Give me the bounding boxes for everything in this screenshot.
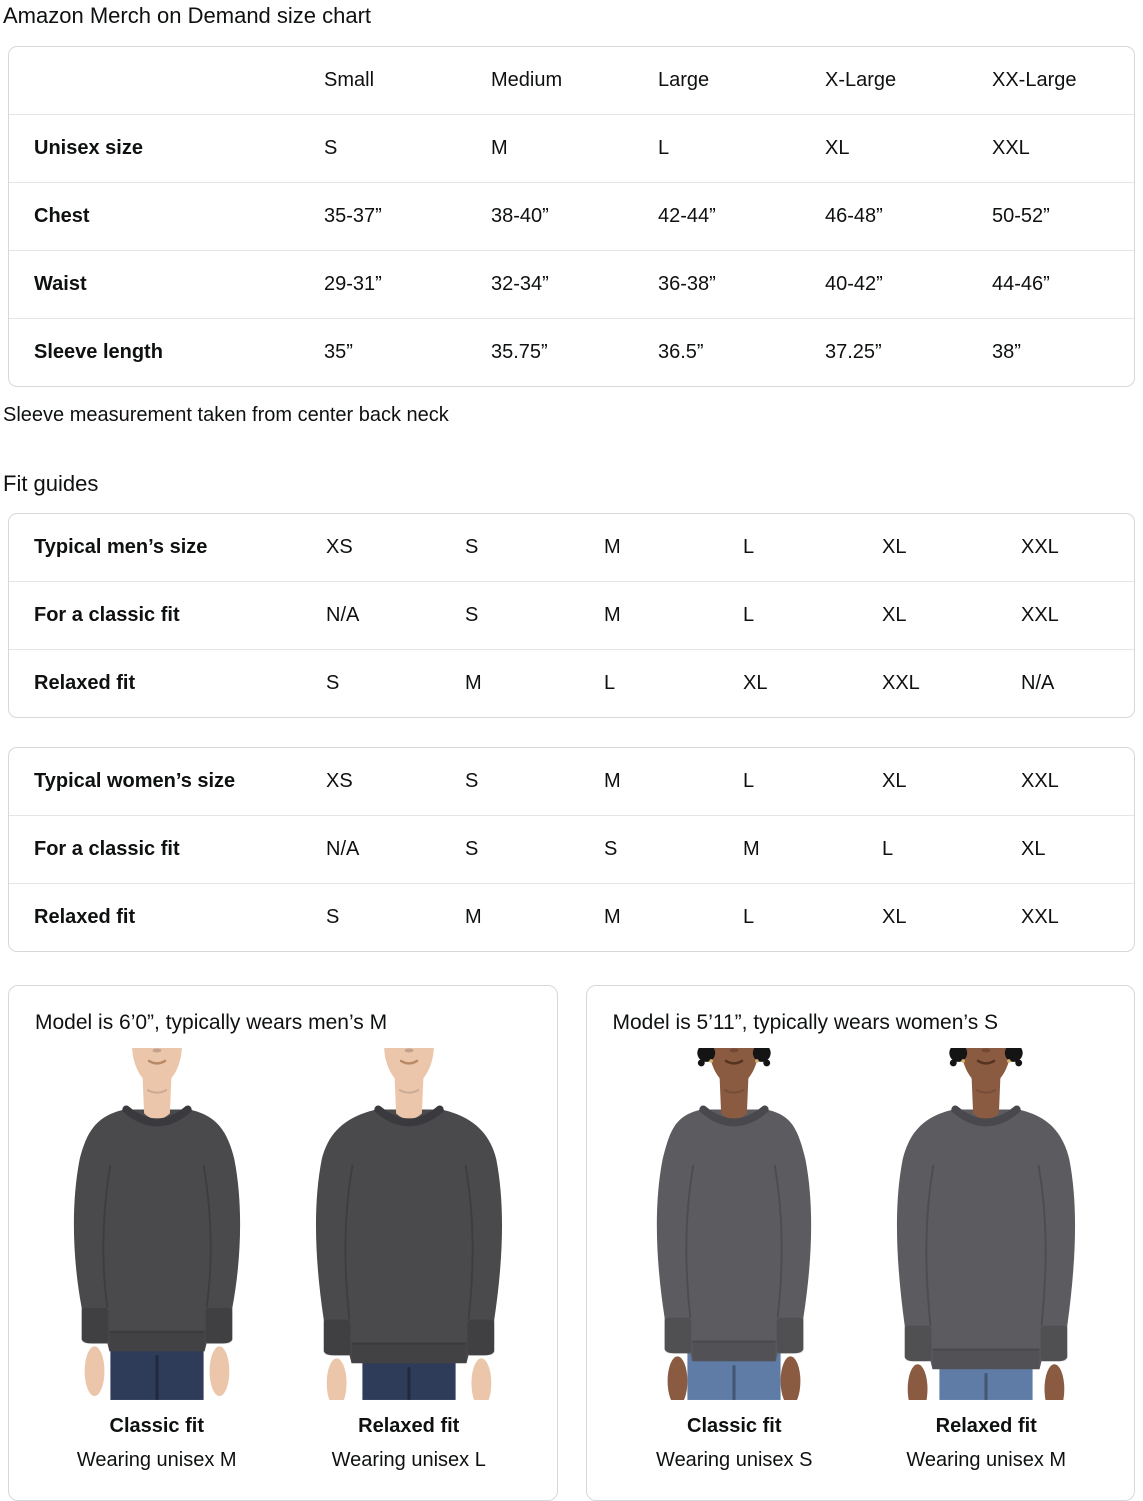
size-chart-table — [9, 47, 1134, 386]
table-cell: L — [579, 650, 718, 718]
table-cell: 38-40” — [466, 183, 633, 251]
table-cell: XL — [718, 650, 857, 718]
fit-title: Classic fit — [109, 1415, 204, 1437]
mens-model-card — [8, 985, 558, 1501]
table-row-mens-classic-fit — [9, 582, 1134, 650]
table-row-sleeve-length — [9, 319, 1134, 387]
model-card-heading: Model is 5’11”, typically wears women’s S — [612, 1011, 999, 1034]
model-photo-image — [295, 1048, 523, 1400]
model-cards-row — [8, 985, 1135, 1501]
table-row-mens-relaxed-fit — [9, 650, 1134, 718]
table-cell: XXL — [967, 115, 1134, 183]
table-cell: M — [440, 650, 579, 718]
table-cell: XL — [882, 536, 907, 558]
row-label: Unisex size — [9, 115, 299, 183]
mens-fit-guide-table — [9, 514, 1134, 717]
fit-caption: Wearing unisex S — [656, 1449, 813, 1471]
table-cell: 36.5” — [633, 319, 800, 387]
fit-guides-heading: Fit guides — [3, 471, 99, 496]
table-cell: S — [440, 816, 579, 884]
table-cell: XXL — [996, 582, 1134, 650]
size-chart-table-card — [8, 46, 1135, 387]
model-photo-image — [872, 1048, 1100, 1400]
model-photo-womens-relaxed — [872, 1048, 1100, 1472]
model-card-heading: Model is 6’0”, typically wears men’s M — [35, 1011, 388, 1034]
table-cell: L — [743, 770, 755, 792]
table-row-unisex-size — [9, 115, 1134, 183]
row-label: For a classic fit — [9, 816, 301, 884]
fit-caption: Wearing unisex L — [331, 1449, 486, 1471]
column-header-x-large: X-Large — [825, 69, 897, 91]
mens-fit-guide-card — [8, 513, 1135, 718]
table-row-chest — [9, 183, 1134, 251]
model-photo-mens-relaxed — [295, 1048, 523, 1472]
model-photo-image — [43, 1048, 271, 1400]
table-cell: N/A — [301, 582, 440, 650]
table-cell: M — [604, 536, 621, 558]
row-label: Chest — [9, 183, 299, 251]
model-photo-mens-classic — [43, 1048, 271, 1472]
table-cell: S — [301, 650, 440, 718]
row-label: Relaxed fit — [9, 884, 301, 952]
table-row-typical-womens-size — [9, 748, 1134, 816]
row-label: For a classic fit — [9, 582, 301, 650]
table-cell: XL — [857, 582, 996, 650]
table-cell: M — [466, 115, 633, 183]
table-cell: 50-52” — [967, 183, 1134, 251]
table-cell: L — [743, 536, 755, 558]
table-cell: 35-37” — [299, 183, 466, 251]
table-cell: L — [857, 816, 996, 884]
table-cell: XXL — [996, 884, 1134, 952]
table-cell: XS — [326, 536, 353, 558]
table-cell: XS — [326, 770, 353, 792]
table-cell: M — [579, 582, 718, 650]
table-cell: N/A — [301, 816, 440, 884]
table-cell: S — [440, 582, 579, 650]
table-cell: 38” — [967, 319, 1134, 387]
table-cell: XL — [800, 115, 967, 183]
fit-caption: Wearing unisex M — [906, 1449, 1067, 1471]
womens-model-card — [586, 985, 1136, 1501]
page-title: Amazon Merch on Demand size chart — [3, 3, 372, 28]
table-cell: XXL — [1021, 770, 1059, 792]
model-photo-womens-classic — [620, 1048, 848, 1472]
table-cell: S — [299, 115, 466, 183]
fit-title: Classic fit — [687, 1415, 782, 1437]
table-cell: 40-42” — [800, 251, 967, 319]
sleeve-measurement-note: Sleeve measurement taken from center back neck — [3, 404, 449, 426]
table-cell: M — [579, 884, 718, 952]
table-header-row — [9, 47, 1134, 115]
table-row-womens-relaxed-fit — [9, 884, 1134, 952]
womens-fit-guide-card — [8, 747, 1135, 952]
table-row-womens-classic-fit — [9, 816, 1134, 884]
table-cell: S — [465, 536, 479, 558]
table-cell: S — [579, 816, 718, 884]
table-cell: XL — [996, 816, 1134, 884]
table-cell: 44-46” — [967, 251, 1134, 319]
table-cell: XXL — [1021, 536, 1059, 558]
table-cell: M — [718, 816, 857, 884]
table-cell: XL — [882, 770, 907, 792]
table-cell: L — [633, 115, 800, 183]
table-cell: S — [465, 770, 479, 792]
fit-title: Relaxed fit — [935, 1415, 1037, 1437]
table-cell: 32-34” — [466, 251, 633, 319]
column-header-medium: Medium — [491, 69, 563, 91]
row-label: Typical men’s size — [34, 536, 208, 558]
table-cell: M — [604, 770, 621, 792]
table-cell: 42-44” — [633, 183, 800, 251]
table-cell: XL — [857, 884, 996, 952]
column-header-large: Large — [658, 69, 710, 91]
row-label: Waist — [9, 251, 299, 319]
table-cell: 46-48” — [800, 183, 967, 251]
column-header-xx-large: XX-Large — [992, 69, 1077, 91]
table-cell: L — [718, 582, 857, 650]
model-photo-image — [620, 1048, 848, 1400]
table-cell: 35.75” — [466, 319, 633, 387]
column-header-small: Small — [324, 69, 375, 91]
table-cell: 29-31” — [299, 251, 466, 319]
table-row-waist — [9, 251, 1134, 319]
table-cell: 37.25” — [800, 319, 967, 387]
row-label: Sleeve length — [9, 319, 299, 387]
fit-caption: Wearing unisex M — [76, 1449, 237, 1471]
table-cell: S — [301, 884, 440, 952]
table-cell: M — [440, 884, 579, 952]
model-photos — [23, 1048, 543, 1472]
womens-fit-guide-table — [9, 748, 1134, 951]
row-label: Relaxed fit — [9, 650, 301, 718]
table-cell: XXL — [857, 650, 996, 718]
table-cell: 35” — [299, 319, 466, 387]
table-cell: N/A — [996, 650, 1134, 718]
row-label: Typical women’s size — [34, 770, 236, 792]
fit-title: Relaxed fit — [358, 1415, 460, 1437]
model-photos — [601, 1048, 1121, 1472]
table-cell: L — [718, 884, 857, 952]
table-cell: 36-38” — [633, 251, 800, 319]
table-row-typical-mens-size — [9, 514, 1134, 582]
corner-cell — [9, 47, 299, 115]
